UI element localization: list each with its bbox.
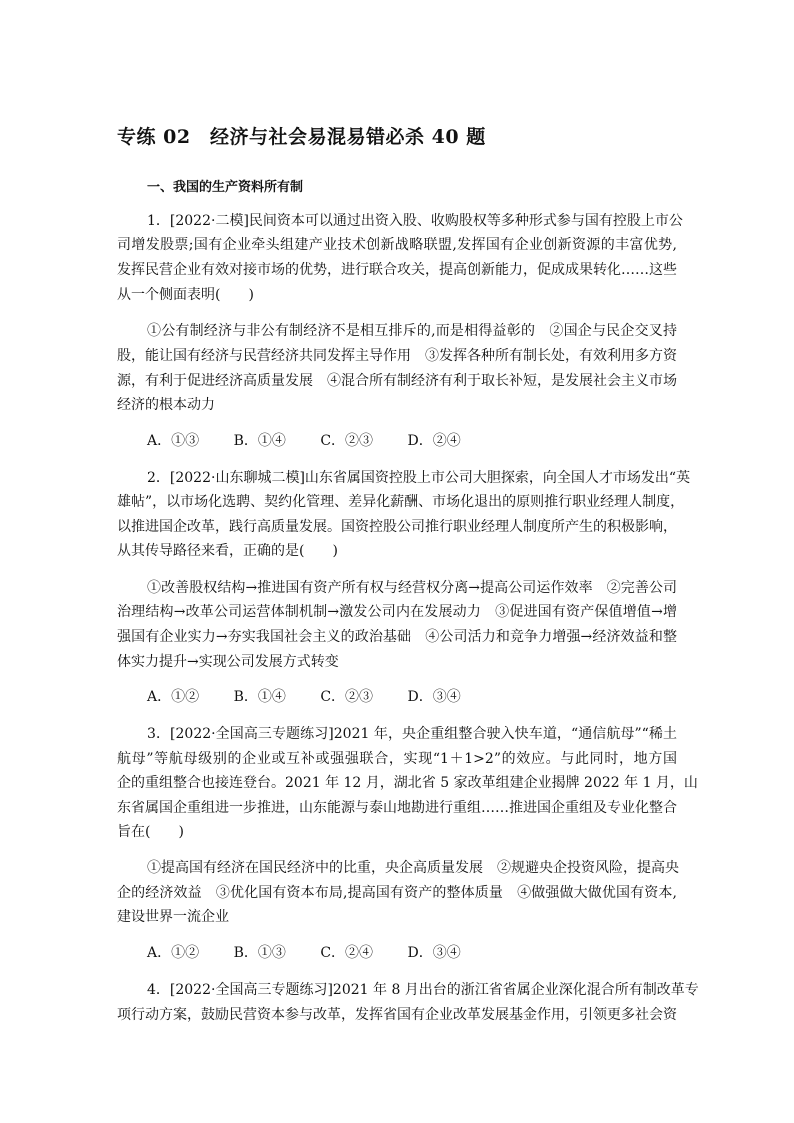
q2-option-b: B．①④ [233, 689, 286, 705]
q2-stem-line: 从其传导路径来看，正确的是( ) [117, 543, 338, 559]
q2-option-d: D．③④ [407, 689, 461, 705]
q1-statement-line: 源，有利于促进经济高质量发展 ④混合所有制经济有利于取长补短，是发展社会主义市场 [117, 373, 677, 389]
q3-statement-line: ①提高国有经济在国民经济中的比重，央企高质量发展 ②规避央企投资风险，提高央 [147, 860, 679, 876]
q1-options [147, 429, 491, 453]
q3-option-b: B．①③ [233, 945, 286, 961]
q3-stem-line: 东省属国企重组进一步推进，山东能源与泰山地勘进行重组……推进国企重组及专业化整合 [117, 800, 677, 816]
q4-stem-line: 4．[2022·全国高三专题练习]2021 年 8 月出台的浙江省省属企业深化混合所有制改革专 [147, 982, 699, 998]
q1-statement-line: 股，能让国有经济与民营经济共同发挥主导作用 ③发挥各种所有制长处，有效利用多方资 [117, 348, 677, 364]
q2-options [147, 685, 491, 709]
page-title: 专练 02 经济与社会易混易错必杀 40 题 [117, 126, 486, 148]
q2-stem-line: 以推进国企改革，践行高质量发展。国资控股公司推行职业经理人制度所产生的积极影响， [117, 519, 677, 535]
q3-statement-line: 建设世界一流企业 [117, 909, 229, 925]
q3-option-c: C．②④ [320, 945, 374, 961]
q2-statement-line: 治理结构→改革公司运营体制机制→激发公司内在发展动力 ③促进国有资产保值增值→增 [117, 604, 677, 620]
q3-option-d: D．③④ [407, 945, 461, 961]
q1-option-d: D．②④ [407, 433, 461, 449]
q2-stem-line: 2．[2022·山东聊城二模]山东省属国资控股上市公司大胆探索，向全国人才市场发出“英 [147, 470, 691, 486]
q1-stem-line: 司增发股票;国有企业牵头组建产业技术创新战略联盟,发挥国有企业创新资源的丰富优势, [117, 237, 677, 253]
q3-statement-line: 企的经济效益 ③优化国有资本布局,提高国有资产的整体质量 ④做强做大做优国有资本, [117, 885, 677, 901]
q2-statement-line: ①改善股权结构→推进国有资产所有权与经营权分离→提高公司运作效率 ②完善公司 [147, 580, 677, 596]
q1-statement-line: 经济的根本动力 [117, 397, 215, 413]
q3-stem-line: 旨在( ) [117, 824, 184, 840]
section-heading: 一、我国的生产资料所有制 [147, 180, 304, 195]
q1-stem-line: 从一个侧面表明( ) [117, 287, 254, 303]
q3-stem-line: 航母”等航母级别的企业或互补或强强联合，实现“1＋1>2”的效应。与此同时，地方国 [117, 751, 677, 767]
q2-option-c: C．②③ [320, 689, 374, 705]
q1-option-c: C．②③ [320, 433, 374, 449]
q3-stem-line: 3．[2022·全国高三专题练习]2021 年，央企重组整合驶入快车道，“通信航母”“稀土 [147, 726, 677, 742]
q1-stem-line: 发挥民营企业有效对接市场的优势，进行联合攻关，提高创新能力，促成成果转化……这些 [117, 262, 677, 278]
q2-statement-line: 体实力提升→实现公司发展方式转变 [117, 654, 339, 670]
q4-stem-line: 项行动方案，鼓励民营资本参与改革，发挥省国有企业改革发展基金作用，引领更多社会资 [117, 1007, 677, 1023]
q1-option-b: B．①④ [233, 433, 286, 449]
q3-option-a: A．①② [147, 945, 200, 961]
q2-option-a: A．①② [147, 689, 200, 705]
q2-stem-line: 雄帖”，以市场化选聘、契约化管理、差异化薪酬、市场化退出的原则推行职业经理人制度， [117, 494, 685, 510]
q1-statement-line: ①公有制经济与非公有制经济不是相互排斥的,而是相得益彰的 ②国企与民企交叉持 [147, 323, 677, 339]
q2-statement-line: 强国有企业实力→夯实我国社会主义的政治基础 ④公司活力和竞争力增强→经济效益和整 [117, 629, 677, 645]
q1-option-a: A．①③ [147, 433, 200, 449]
q3-options [147, 941, 491, 965]
q1-stem-line: 1．[2022·二模]民间资本可以通过出资入股、收购股权等多种形式参与国有控股上市公 [147, 213, 683, 229]
q3-stem-line: 企的重组整合也接连登台。2021 年 12 月，湖北省 5 家改革组建企业揭牌 2022 年 1 月，山 [117, 775, 698, 791]
